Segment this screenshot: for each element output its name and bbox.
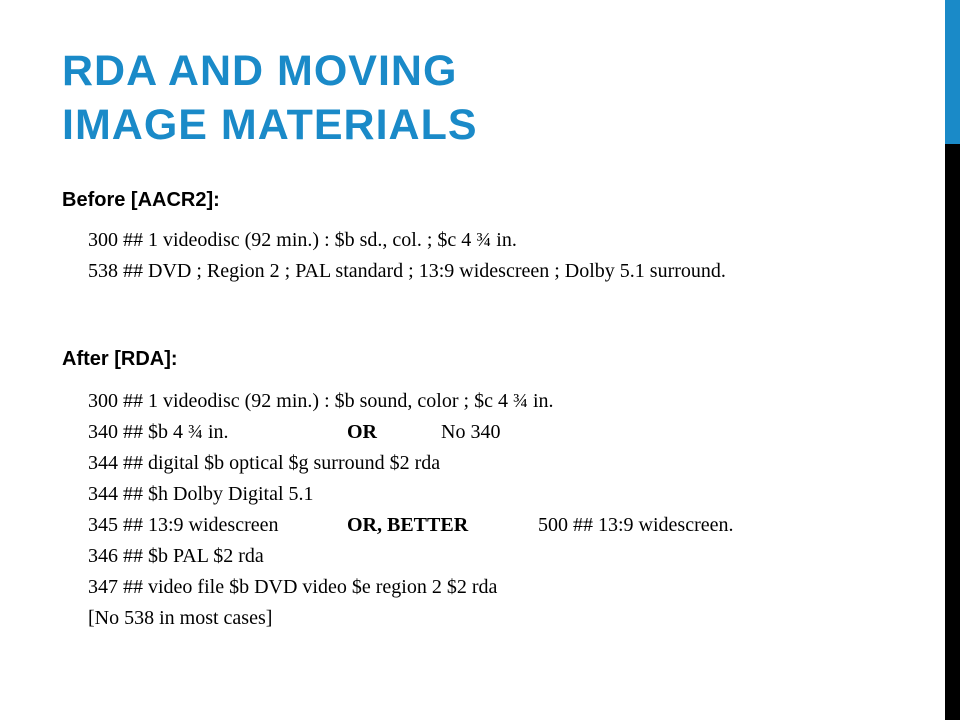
or-label: OR (347, 421, 377, 443)
title-line-2: IMAGE MATERIALS (62, 101, 478, 149)
title-line-1: RDA AND MOVING (62, 47, 458, 95)
after-line-347: 347 ## video file $b DVD video $e region 2 $2 rda (88, 576, 498, 598)
before-line-538: 538 ## DVD ; Region 2 ; PAL standard ; 13:9 widescreen ; Dolby 5.1 surround. (88, 260, 726, 282)
after-line-344-a: 344 ## digital $b optical $g surround $2 rda (88, 452, 441, 474)
after-line-500-text: 500 ## 13:9 widescreen. (538, 514, 734, 536)
after-heading: After [RDA]: (62, 348, 178, 370)
after-line-note: [No 538 in most cases] (88, 607, 273, 629)
after-line-340-text: 340 ## $b 4 ¾ in. (88, 421, 229, 443)
before-line-300: 300 ## 1 videodisc (92 min.) : $b sd., col. ; $c 4 ¾ in. (88, 229, 517, 251)
after-line-300: 300 ## 1 videodisc (92 min.) : $b sound, color ; $c 4 ¾ in. (88, 390, 554, 412)
after-line-344-b: 344 ## $h Dolby Digital 5.1 (88, 483, 314, 505)
accent-bar (945, 0, 960, 144)
after-line-345-text: 345 ## 13:9 widescreen (88, 514, 279, 536)
slide-title (62, 44, 922, 152)
no-340-text: No 340 (441, 421, 501, 443)
side-bar (945, 144, 960, 720)
or-better-label: OR, BETTER (347, 514, 469, 536)
before-heading: Before [AACR2]: (62, 189, 220, 211)
after-line-346: 346 ## $b PAL $2 rda (88, 545, 264, 567)
